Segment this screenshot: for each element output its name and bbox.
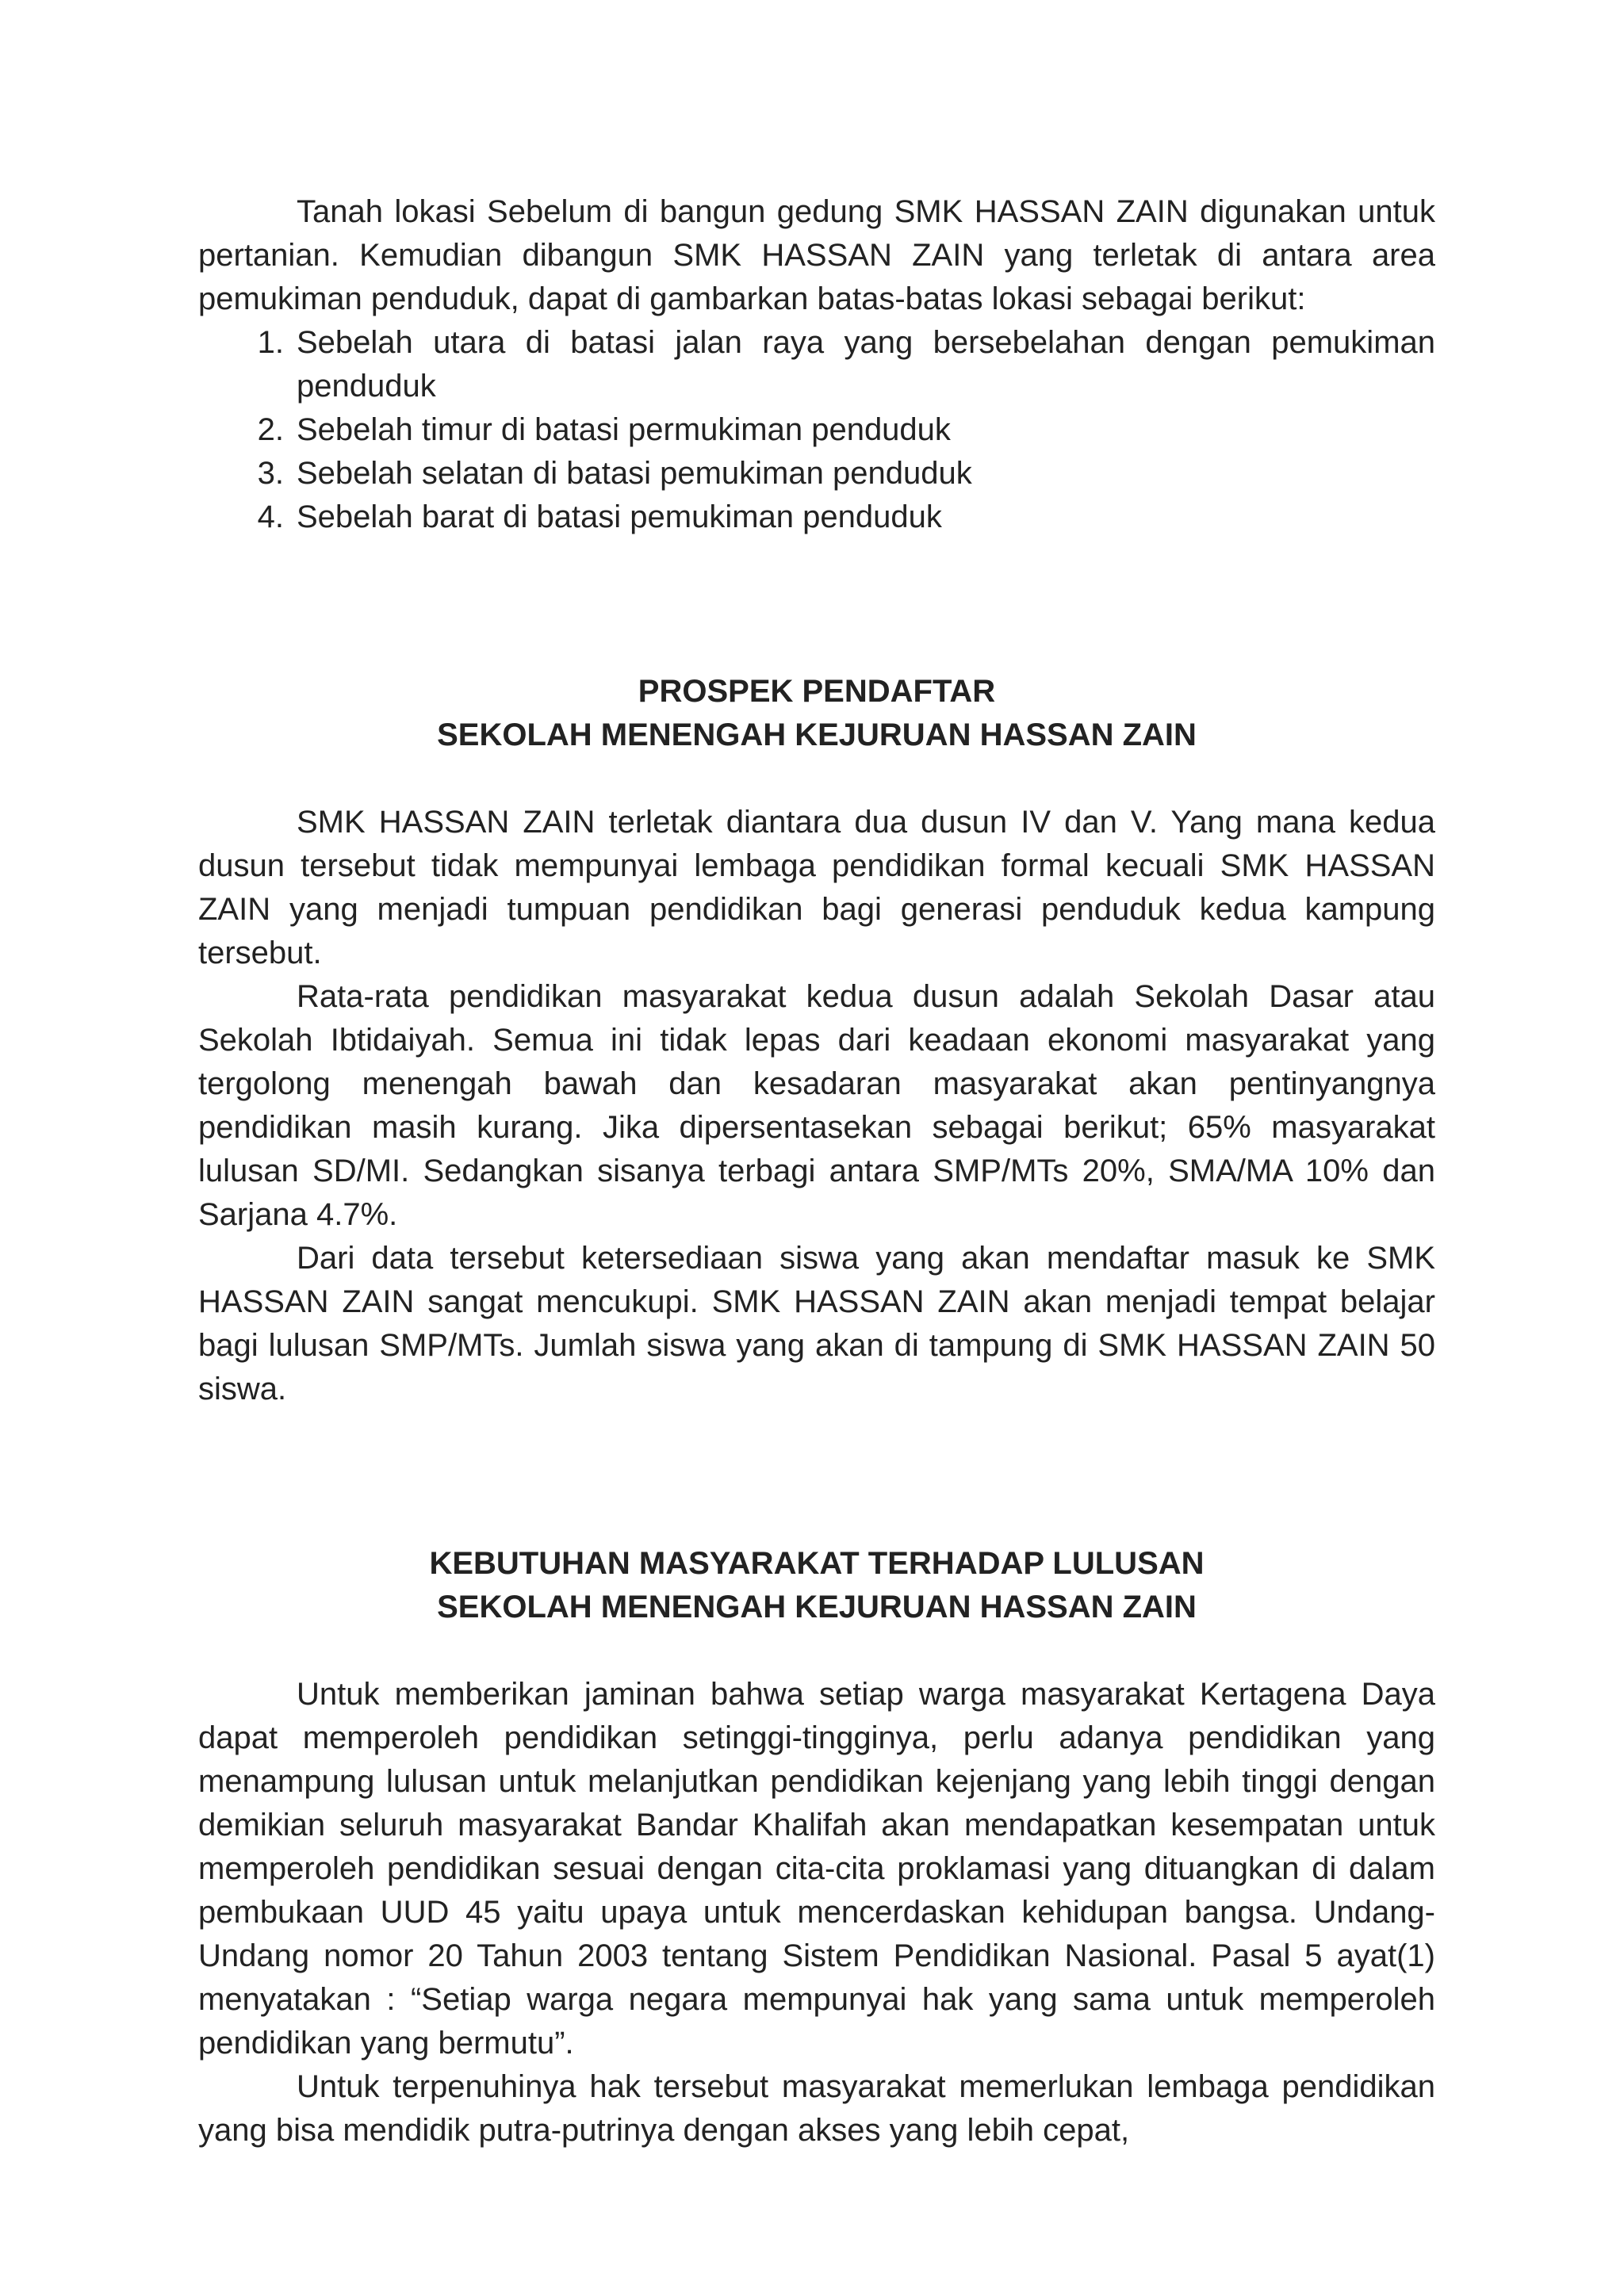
list-text: Sebelah barat di batasi pemukiman penduduk bbox=[297, 499, 942, 534]
spacer bbox=[198, 1629, 1435, 1673]
list-number: 3. bbox=[257, 456, 284, 491]
section2-paragraph: Untuk memberikan jaminan bahwa setiap warga masyarakat Kertagena Daya dapat memperoleh pendidikan setinggi-tingginya, perlu adanya pendidikan yang menampung lulusan untuk melanjutkan pendidikan kejenjang yang lebih tinggi dengan demikian seluruh masyarakat Bandar Khalifah akan mendapatkan kesempatan untuk memperoleh pendidikan sesuai dengan cita-cita proklamasi yang dituangkan di dalam pembukaan UUD 45 yaitu upaya untuk mencerdaskan kehidupan bangsa. Undang-Undang nomor 20 Tahun 2003 tentang Sistem Pendidikan Nasional. Pasal 5 ayat(1) menyatakan : “Setiap warga negara mempunyai hak yang sama untuk memperoleh pendidikan yang bermutu”. bbox=[198, 1677, 1435, 2061]
list-item bbox=[198, 408, 1435, 452]
list-text: Sebelah timur di batasi permukiman penduduk bbox=[297, 412, 951, 447]
section-heading-kebutuhan bbox=[198, 1542, 1435, 1629]
document-page bbox=[198, 190, 1435, 2152]
section1-paragraph: Dari data tersebut ketersediaan siswa yang akan mendaftar masuk ke SMK HASSAN ZAIN sangat mencukupi. SMK HASSAN ZAIN akan menjadi tempat belajar bagi lulusan SMP/MTs. Jumlah siswa yang akan di tampung di SMK HASSAN ZAIN 50 siswa. bbox=[198, 1241, 1435, 1406]
list-number: 2. bbox=[257, 412, 284, 447]
heading-line: KEBUTUHAN MASYARAKAT TERHADAP LULUSAN bbox=[429, 1546, 1205, 1581]
heading-line: SEKOLAH MENENGAH KEJURUAN HASSAN ZAIN bbox=[437, 1590, 1197, 1624]
boundary-list bbox=[198, 321, 1435, 539]
section-heading-prospek bbox=[198, 670, 1435, 757]
heading-line: PROSPEK PENDAFTAR bbox=[638, 674, 996, 709]
section1-paragraph: SMK HASSAN ZAIN terletak diantara dua dusun IV dan V. Yang mana kedua dusun tersebut tidak mempunyai lembaga pendidikan formal kecuali SMK HASSAN ZAIN yang menjadi tumpuan pendidikan bagi generasi penduduk kedua kampung tersebut. bbox=[198, 805, 1435, 970]
list-item bbox=[198, 452, 1435, 496]
intro-paragraph: Tanah lokasi Sebelum di bangun gedung SMK HASSAN ZAIN digunakan untuk pertanian. Kemudian dibangun SMK HASSAN ZAIN yang terletak di antara area pemukiman penduduk, dapat di gambarkan batas-batas lokasi sebagai berikut: bbox=[198, 194, 1435, 316]
section2-paragraph: Untuk terpenuhinya hak tersebut masyarakat memerlukan lembaga pendidikan yang bisa mendidik putra-putrinya dengan akses yang lebih cepat, bbox=[198, 2069, 1435, 2148]
list-number: 1. bbox=[257, 325, 284, 360]
section1-paragraph: Rata-rata pendidikan masyarakat kedua dusun adalah Sekolah Dasar atau Sekolah Ibtidaiyah. Semua ini tidak lepas dari keadaan ekonomi masyarakat yang tergolong menengah bawah dan kesadaran masyarakat akan pentinyangnya pendidikan masih kurang. Jika dipersentasekan sebagai berikut; 65% masyarakat lulusan SD/MI. Sedangkan sisanya terbagi antara SMP/MTs 20%, SMA/MA 10% dan Sarjana 4.7%. bbox=[198, 979, 1435, 1232]
spacer bbox=[198, 539, 1435, 670]
list-text: Sebelah utara di batasi jalan raya yang bersebelahan dengan pemukiman penduduk bbox=[297, 325, 1435, 404]
list-item bbox=[198, 321, 1435, 408]
spacer bbox=[198, 1411, 1435, 1542]
list-text: Sebelah selatan di batasi pemukiman penduduk bbox=[297, 456, 972, 491]
spacer bbox=[198, 757, 1435, 801]
list-item bbox=[198, 496, 1435, 539]
heading-line: SEKOLAH MENENGAH KEJURUAN HASSAN ZAIN bbox=[437, 718, 1197, 752]
list-number: 4. bbox=[257, 499, 284, 534]
